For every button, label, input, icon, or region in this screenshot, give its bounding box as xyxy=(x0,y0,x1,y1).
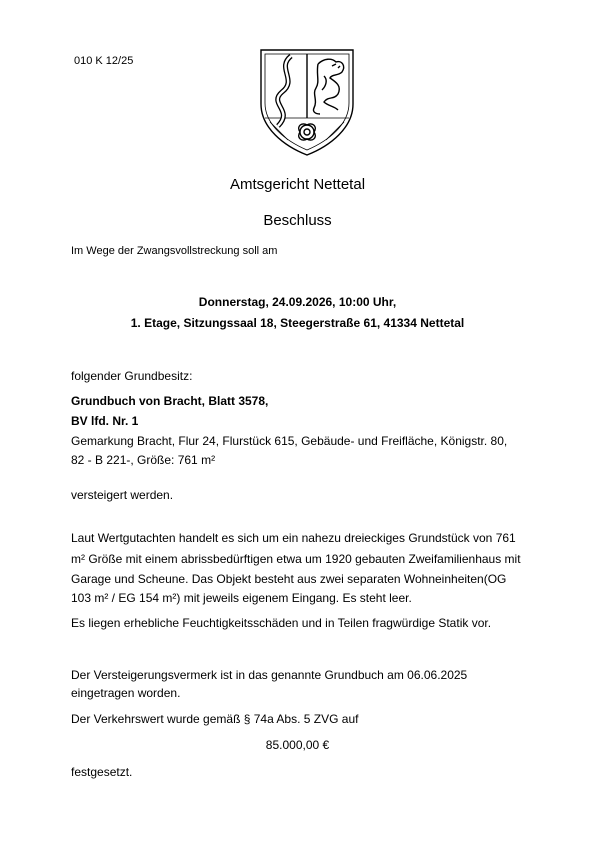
file-number: 010 K 12/25 xyxy=(74,55,134,67)
value-intro: Der Verkehrswert wurde gemäß § 74a Abs. 5 ZVG auf xyxy=(71,712,359,726)
value-outro: festgesetzt. xyxy=(71,765,133,779)
property-label: folgender Grundbesitz: xyxy=(71,369,193,383)
appraisal-line-4: 103 m² / EG 154 m²) mit jeweils eigenem Eingang. Es steht leer. xyxy=(71,591,412,605)
auction-date: Donnerstag, 24.09.2026, 10:00 Uhr, xyxy=(198,295,397,309)
document-type: Beschluss xyxy=(263,212,332,229)
appraisal-line-1: Laut Wertgutachten handelt es sich um ein nahezu dreieckiges Grundstück von 761 xyxy=(71,531,516,545)
registry-line: Grundbuch von Bracht, Blatt 3578, xyxy=(71,394,269,408)
court-name: Amtsgericht Nettetal xyxy=(229,176,366,193)
appraisal-line-3: Garage und Scheune. Das Objekt besteht aus zwei separaten Wohneinheiten(OG xyxy=(71,572,507,586)
registration-line-1: Der Versteigerungsvermerk ist in das genannte Grundbuch am 06.06.2025 xyxy=(71,668,468,682)
parcel-line-1: Gemarkung Bracht, Flur 24, Flurstück 615, Gebäude- und Freifläche, Königstr. 80, xyxy=(71,434,508,448)
bv-line: BV lfd. Nr. 1 xyxy=(71,414,139,428)
parcel-line-2: 82 - B 221-, Größe: 761 m² xyxy=(71,453,216,467)
registration-line-2: eingetragen worden. xyxy=(71,686,181,700)
coat-of-arms-icon xyxy=(258,46,356,158)
auction-statement: versteigert werden. xyxy=(71,488,174,502)
auction-location: 1. Etage, Sitzungssaal 18, Steegerstraße 61, 41334 Nettetal xyxy=(130,316,465,330)
appraisal-line-2: m² Größe mit einem abrissbedürftigen etwa um 1920 gebauten Zweifamilienhaus mit xyxy=(71,552,521,566)
value-amount: 85.000,00 € xyxy=(265,738,330,752)
damage-statement: Es liegen erhebliche Feuchtigkeitsschäden und in Teilen fragwürdige Statik vor. xyxy=(71,616,492,630)
intro-text: Im Wege der Zwangsvollstreckung soll am xyxy=(71,245,278,257)
